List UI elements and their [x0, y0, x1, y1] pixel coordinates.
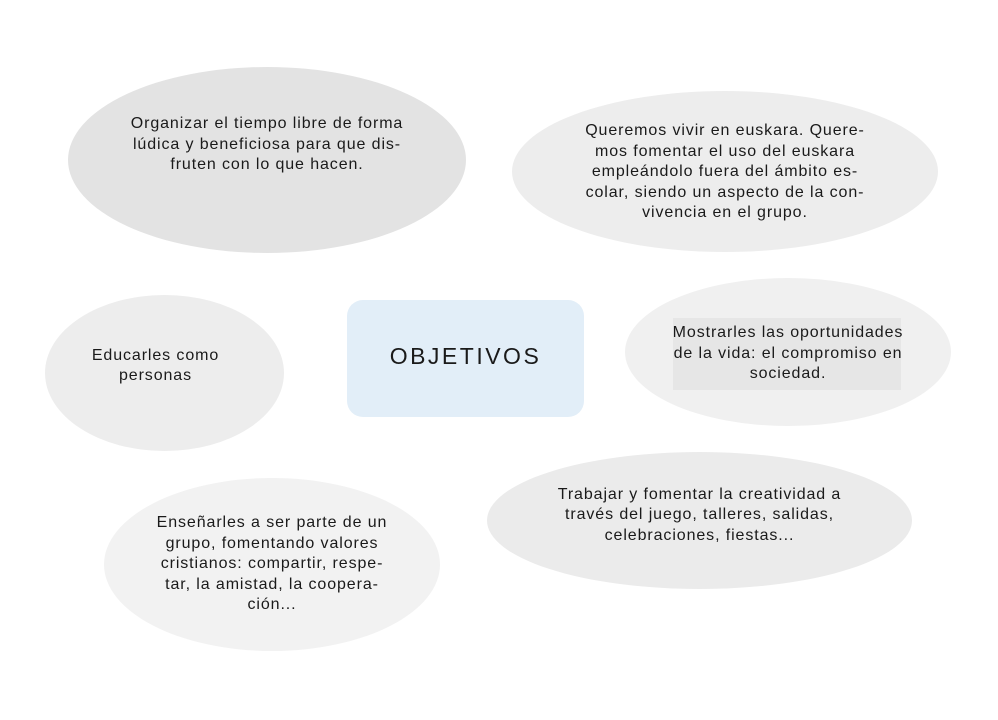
objective-bubble-opportunities [625, 278, 951, 426]
objective-bubble-euskara [512, 91, 938, 252]
central-topic-label: OBJETIVOS [389, 343, 542, 369]
objective-bubble-free-time [68, 67, 466, 253]
objective-bubble-educate [45, 295, 284, 451]
objective-text-group: Enseñarles a ser parte de un grupo, fomentando valores cristianos: compartir, respe- tar, la amistad, la coopera- ción... [156, 514, 388, 614]
objective-text-educate: Educarles como personas [91, 346, 220, 384]
objective-bubble-creativity [487, 452, 912, 589]
objective-bubble-group [104, 478, 440, 651]
objective-text-creativity: Trabajar y fomentar la creatividad a través del juego, talleres, salidas, celebraciones, fiestas... [557, 485, 842, 544]
central-topic-box [347, 300, 584, 417]
objective-text-euskara: Queremos vivir en euskara. Quere- mos fomentar el uso del euskara empleándolo fuera del ámbito es- colar, siendo un aspecto de la con- vivencia en el grupo. [585, 122, 865, 222]
objective-text-opportunities: Mostrarles las oportunidades de la vida: el compromiso en sociedad. [672, 324, 904, 383]
objective-text-free-time: Organizar el tiempo libre de forma lúdica y beneficiosa para que dis- fruten con lo que hacen. [130, 115, 404, 174]
